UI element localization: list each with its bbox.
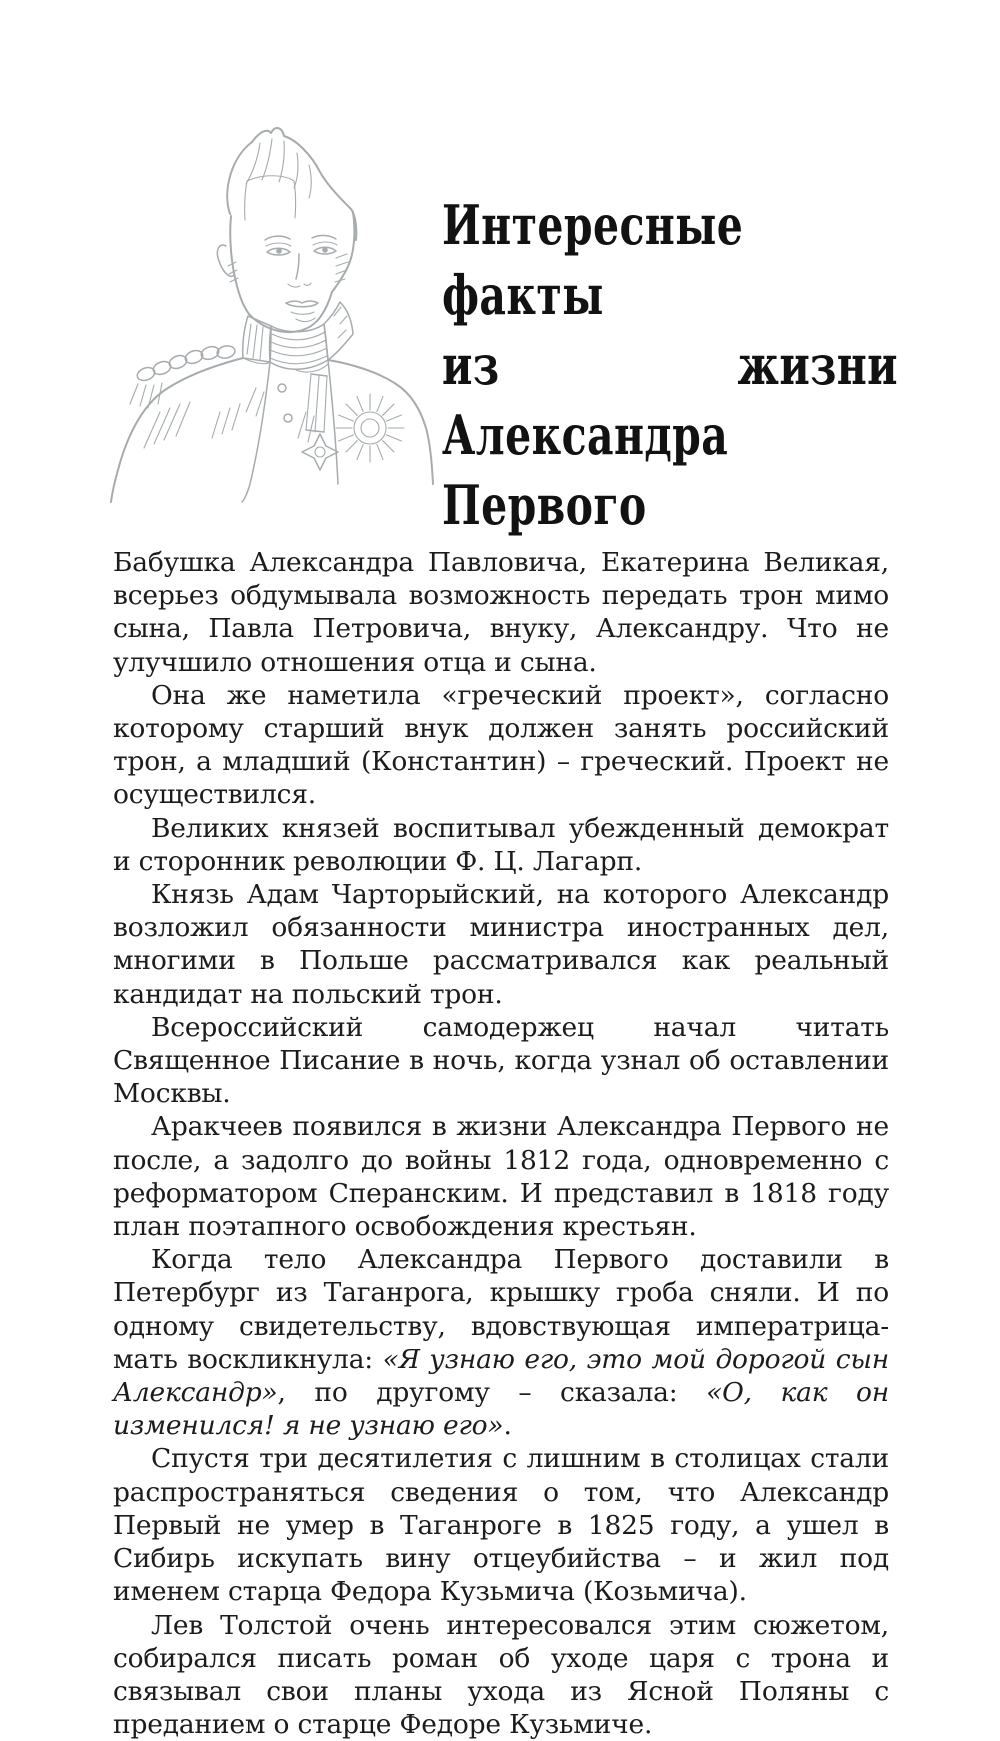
- paragraph: Аракчеев появился в жизни Александра Первого не после, а задолго до войны 1812 года, одновременно с реформатором Сперанским. И представил в 1818 году план поэтапного освобождения крестьян.: [113, 1110, 889, 1243]
- chapter-title: [442, 190, 898, 540]
- paragraph: Она же наметила «греческий проект», согласно которому старший внук должен занять российский трон, а младший (Константин) – греческий. Проект не осуществился.: [113, 679, 889, 812]
- paragraph: Князь Адам Чарторыйский, на которого Александр возложил обязанности министра иностранных дел, многими в Польше рассматривался как реальный кандидат на польский трон.: [113, 878, 889, 1011]
- chapter-title-line: Первого: [442, 470, 898, 540]
- paragraph: Лев Толстой очень интересовался этим сюжетом, собирался писать роман об уходе царя с трона и связывал свои планы ухода из Ясной Поляны с преданием о старце Федоре Кузьмиче.: [113, 1609, 889, 1741]
- paragraph: Всероссийский самодержец начал читать Священное Писание в ночь, когда узнал об оставлении Москвы.: [113, 1011, 889, 1111]
- quote-run: «О, как он изменился! я не узнаю его»: [113, 1377, 889, 1441]
- text-run: Когда тело Александра Первого доставили в Петербург из Таганрога, крышку гроба сняли. И по одному свидетельству, вдовствующая императрица-мать воскликнула:: [113, 1244, 889, 1375]
- portrait-illustration: [100, 112, 430, 502]
- chapter-title-line: Интересные факты: [442, 190, 898, 330]
- body-text: [113, 546, 889, 1741]
- paragraph: Бабушка Александра Павловича, Екатерина Великая, всерьез обдумывала возможность передать трон мимо сына, Павла Петровича, внуку, Александру. Что не улучшило отношения отца и сына.: [113, 546, 889, 679]
- quote-run: «Я узнаю его, это мой дорогой сын Александр»: [113, 1344, 889, 1408]
- text-run: , по другому – сказала:: [278, 1377, 707, 1408]
- paragraph: Спустя три десятилетия с лишним в столицах стали распространяться сведения о том, что Александр Первый не умер в Таганроге в 1825 году, а ушел в Сибирь искупать вину отцеубийства – и жил под именем старца Федора Кузьмича (Козьмича).: [113, 1442, 889, 1608]
- paragraph: Великих князей воспитывал убежденный демократ и сторонник революции Ф. Ц. Лагарп.: [113, 812, 889, 878]
- chapter-title-line: из жизни Александра: [442, 330, 898, 470]
- paragraph: [113, 1243, 889, 1442]
- text-run: .: [503, 1410, 511, 1441]
